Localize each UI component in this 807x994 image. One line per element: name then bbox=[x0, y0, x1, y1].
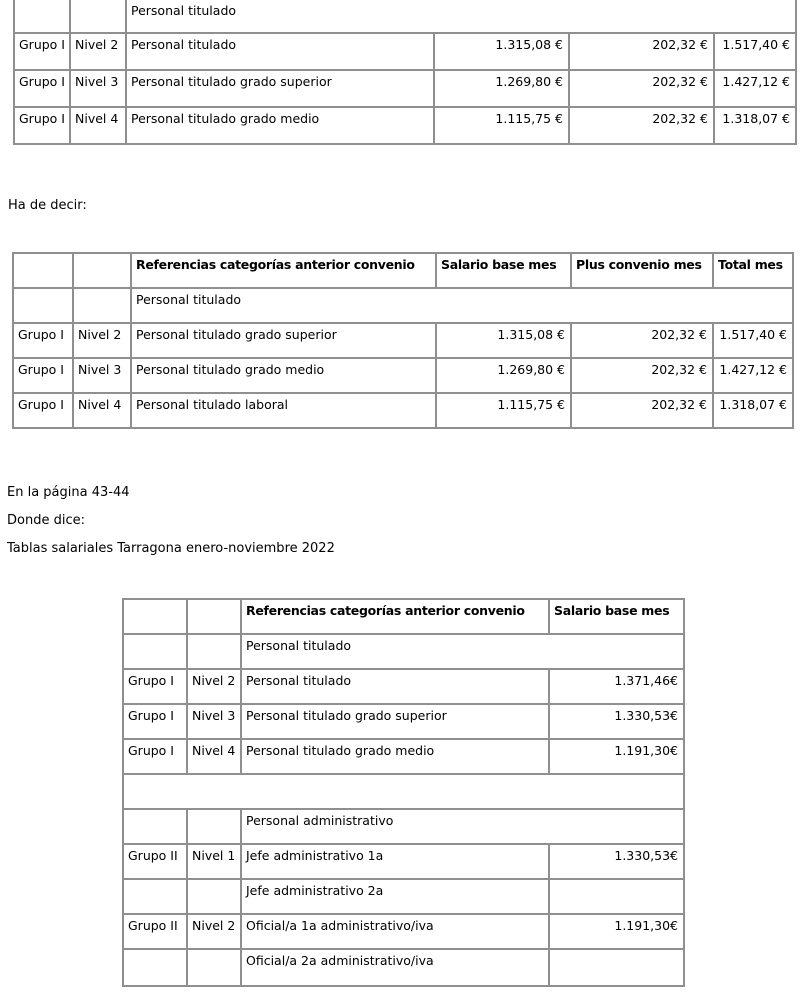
header-referencias: Referencias categorías anterior convenio bbox=[241, 599, 549, 634]
table-row bbox=[123, 739, 684, 774]
table-row bbox=[123, 634, 684, 669]
cell-grupo bbox=[123, 809, 187, 844]
cell-total-mes: 1.517,40 € bbox=[714, 33, 796, 70]
cell-salario-base: 1.191,30€ bbox=[549, 914, 684, 949]
cell-nivel bbox=[187, 879, 241, 914]
cell-salario-base: 1.315,08 € bbox=[434, 33, 569, 70]
cell-nivel: Nivel 3 bbox=[70, 70, 126, 107]
cell-categoria-group: Personal administrativo bbox=[241, 809, 684, 844]
cell-categoria: Personal titulado grado superior bbox=[131, 323, 436, 358]
cell-grupo: Grupo II bbox=[123, 914, 187, 949]
cell-nivel: Nivel 3 bbox=[73, 358, 131, 393]
cell-salario-base: 1.115,75 € bbox=[436, 393, 571, 428]
cell-total-mes: 1.318,07 € bbox=[713, 393, 793, 428]
cell-salario-base: 1.330,53€ bbox=[549, 844, 684, 879]
cell-categoria: Personal titulado grado medio bbox=[126, 107, 434, 144]
table-row bbox=[13, 358, 793, 393]
cell-categoria: Jefe administrativo 1a bbox=[241, 844, 549, 879]
cell-salario-base bbox=[549, 879, 684, 914]
table-header-row bbox=[13, 253, 793, 288]
cell-plus-convenio: 202,32 € bbox=[571, 323, 713, 358]
salary-table-tarragona bbox=[122, 598, 685, 987]
cell-nivel bbox=[187, 949, 241, 986]
table-header-row bbox=[123, 599, 684, 634]
cell-grupo bbox=[14, 0, 70, 33]
cell-categoria: Personal titulado bbox=[241, 669, 549, 704]
cell-plus-convenio: 202,32 € bbox=[569, 33, 714, 70]
cell-salario-base: 1.115,75 € bbox=[434, 107, 569, 144]
header-nivel bbox=[73, 253, 131, 288]
header-nivel bbox=[187, 599, 241, 634]
cell-nivel bbox=[187, 809, 241, 844]
cell-grupo: Grupo I bbox=[123, 704, 187, 739]
table-row bbox=[123, 844, 684, 879]
cell-categoria: Personal titulado laboral bbox=[131, 393, 436, 428]
cell-nivel: Nivel 2 bbox=[70, 33, 126, 70]
cell-categoria: Jefe administrativo 2a bbox=[241, 879, 549, 914]
cell-nivel: Nivel 4 bbox=[73, 393, 131, 428]
cell-salario-base: 1.269,80 € bbox=[434, 70, 569, 107]
cell-total-mes: 1.427,12 € bbox=[713, 358, 793, 393]
cell-grupo: Grupo I bbox=[14, 107, 70, 144]
cell-grupo: Grupo I bbox=[123, 739, 187, 774]
cell-plus-convenio: 202,32 € bbox=[571, 358, 713, 393]
cell-nivel: Nivel 1 bbox=[187, 844, 241, 879]
table-row bbox=[13, 323, 793, 358]
cell-nivel: Nivel 2 bbox=[187, 669, 241, 704]
cell-categoria: Oficial/a 2a administrativo/iva bbox=[241, 949, 549, 986]
cell-salario-base: 1.269,80 € bbox=[436, 358, 571, 393]
cell-nivel: Nivel 2 bbox=[73, 323, 131, 358]
cell-salario-base: 1.371,46€ bbox=[549, 669, 684, 704]
cell-salario-base: 1.191,30€ bbox=[549, 739, 684, 774]
page-reference-text: En la página 43-44 bbox=[7, 485, 130, 500]
table-row bbox=[14, 107, 796, 144]
cell-nivel: Nivel 3 bbox=[187, 704, 241, 739]
table-row bbox=[123, 879, 684, 914]
cell-categoria-group: Personal titulado bbox=[241, 634, 684, 669]
table-row bbox=[123, 914, 684, 949]
header-grupo bbox=[123, 599, 187, 634]
cell-categoria: Personal titulado grado superior bbox=[241, 704, 549, 739]
cell-grupo: Grupo I bbox=[14, 33, 70, 70]
table-row bbox=[123, 704, 684, 739]
cell-categoria: Personal titulado bbox=[126, 33, 434, 70]
cell-total-mes: 1.427,12 € bbox=[714, 70, 796, 107]
table-row bbox=[14, 0, 796, 33]
header-salario-base: Salario base mes bbox=[549, 599, 684, 634]
cell-categoria: Personal titulado grado medio bbox=[241, 739, 549, 774]
table-spacer-row bbox=[123, 774, 684, 809]
cell-total-mes: 1.318,07 € bbox=[714, 107, 796, 144]
table-row bbox=[14, 33, 796, 70]
cell-grupo bbox=[13, 288, 73, 323]
cell-categoria-group: Personal titulado bbox=[131, 288, 793, 323]
header-plus-convenio: Plus convenio mes bbox=[571, 253, 713, 288]
cell-categoria: Personal titulado grado superior bbox=[126, 70, 434, 107]
cell-grupo: Grupo I bbox=[123, 669, 187, 704]
cell-salario-base: 1.315,08 € bbox=[436, 323, 571, 358]
cell-grupo: Grupo II bbox=[123, 844, 187, 879]
ha-de-decir-label: Ha de decir: bbox=[8, 198, 87, 213]
salary-table-donde-dice-top bbox=[13, 0, 797, 145]
cell-nivel: Nivel 2 bbox=[187, 914, 241, 949]
cell-salario-base: 1.330,53€ bbox=[549, 704, 684, 739]
header-referencias: Referencias categorías anterior convenio bbox=[131, 253, 436, 288]
header-grupo bbox=[13, 253, 73, 288]
table-row bbox=[123, 809, 684, 844]
table-row bbox=[14, 70, 796, 107]
tablas-salariales-title: Tablas salariales Tarragona enero-noviembre 2022 bbox=[7, 541, 335, 556]
cell-salario-base bbox=[549, 949, 684, 986]
header-total-mes: Total mes bbox=[713, 253, 793, 288]
cell-grupo bbox=[123, 949, 187, 986]
cell-nivel: Nivel 4 bbox=[187, 739, 241, 774]
cell-plus-convenio: 202,32 € bbox=[569, 107, 714, 144]
cell-nivel bbox=[70, 0, 126, 33]
cell-grupo bbox=[123, 634, 187, 669]
cell-grupo: Grupo I bbox=[13, 393, 73, 428]
cell-categoria: Personal titulado grado medio bbox=[131, 358, 436, 393]
donde-dice-label: Donde dice: bbox=[7, 513, 85, 528]
cell-nivel: Nivel 4 bbox=[70, 107, 126, 144]
cell-blank bbox=[123, 774, 684, 809]
cell-categoria-group: Personal titulado bbox=[126, 0, 796, 33]
header-salario-base: Salario base mes bbox=[436, 253, 571, 288]
table-row bbox=[123, 669, 684, 704]
table-row bbox=[13, 288, 793, 323]
cell-plus-convenio: 202,32 € bbox=[569, 70, 714, 107]
cell-nivel bbox=[187, 634, 241, 669]
cell-grupo bbox=[123, 879, 187, 914]
cell-grupo: Grupo I bbox=[13, 323, 73, 358]
cell-total-mes: 1.517,40 € bbox=[713, 323, 793, 358]
table-row bbox=[123, 949, 684, 986]
cell-nivel bbox=[73, 288, 131, 323]
table-row bbox=[13, 393, 793, 428]
salary-table-ha-de-decir bbox=[12, 252, 794, 429]
cell-categoria: Oficial/a 1a administrativo/iva bbox=[241, 914, 549, 949]
cell-plus-convenio: 202,32 € bbox=[571, 393, 713, 428]
cell-grupo: Grupo I bbox=[13, 358, 73, 393]
cell-grupo: Grupo I bbox=[14, 70, 70, 107]
